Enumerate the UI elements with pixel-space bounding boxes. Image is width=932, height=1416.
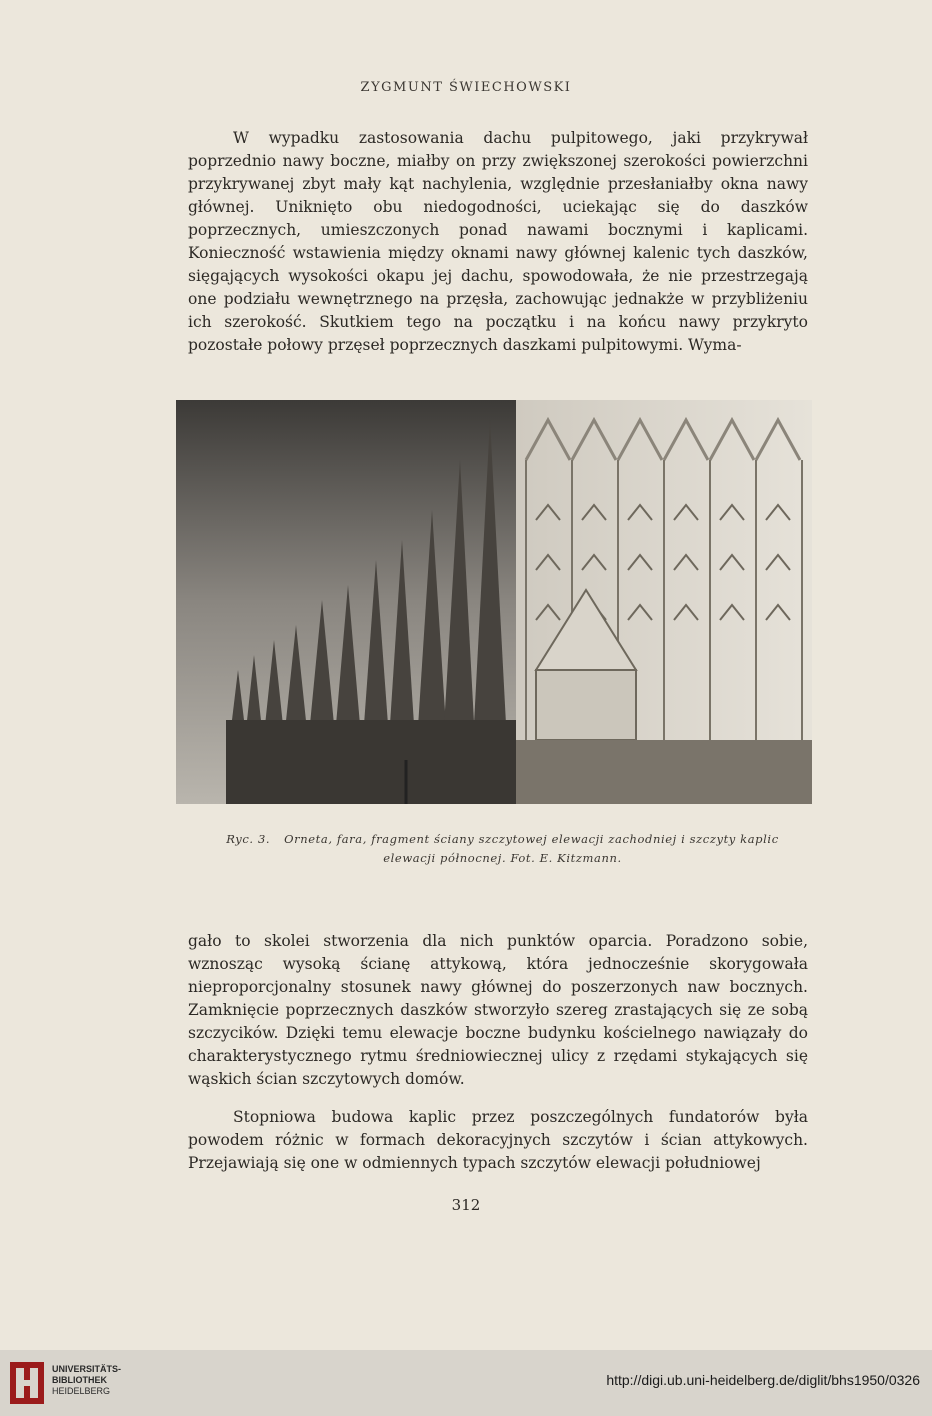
figure-label: Ryc. 3. [226,832,271,846]
figure-caption [200,830,805,868]
library-name-line1: UNIVERSITÄTS- [52,1364,122,1374]
library-name [52,1364,121,1397]
page-number: 312 [451,1196,481,1214]
source-url-link[interactable]: http://digi.ub.uni-heidelberg.de/diglit/bhs1950/0326 [606,1372,920,1388]
paragraph-1: W wypadku zastosowania dachu pulpitowego, jaki przykrywał poprzednio nawy boczne, miałby on przy zwiększonej szerokości powierzchni przykrywanej zbyt mały kąt nachylenia, względnie przesłaniałby okna nawy głównej. Uniknięto obu niedogodności, uciekając się do daszków poprzecznych, umieszczonych ponad nawami bocznymi i kaplicami. Konieczność wstawienia między oknami nawy głównej kalenic tych daszków, sięgających wysokości okapu jej dachu, spowodowała, że nie przestrzegają one podziału wewnętrznego na przęsła, zachowując jednakże w przybliżeniu ich szerokość. Skutkiem tego na początku i na końcu nawy przykryto pozostałe połowy przęseł poprzecznych daszkami pulpitowymi. Wyma- [188,129,808,354]
library-logo-icon [10,1362,44,1404]
footer-bar [0,1350,932,1416]
library-name-line2: BIBLIOTHEK [52,1375,107,1385]
paragraph-3: Stopniowa budowa kaplic przez poszczególnych fundatorów była powodem różnic w formach dekoracyjnych szczytów i ścian attykowych. Przejawiają się one w odmiennych typach szczytów elewacji południowej [188,1108,808,1172]
library-name-line3: HEIDELBERG [52,1386,111,1396]
running-header: ZYGMUNT ŚWIECHOWSKI [360,80,572,95]
church-gables-photo [176,400,812,804]
paragraph-2: gało to skolei stworzenia dla nich punktów oparcia. Poradzono sobie, wznosząc wysoką ścianę attykową, która jednocześnie skorygowała nieproporcjonalny stosunek nawy głównej do poszerzonych naw bocznych. Zamknięcie poprzecznych daszków stworzyło szereg zrastających się ze sobą szczycików. Dzięki temu elewacje boczne budynku kościelnego nawiązały do charakterystycznego rytmu średniowiecznej ulicy z rzędami stykających się wąskich ścian szczytowych domów. [188,932,808,1088]
figure-caption-text: Orneta, fara, fragment ściany szczytowej elewacji zachodniej i szczyty kaplic elewacji północnej. Fot. E. Kitzmann. [284,832,779,865]
figure-photo [176,400,812,804]
